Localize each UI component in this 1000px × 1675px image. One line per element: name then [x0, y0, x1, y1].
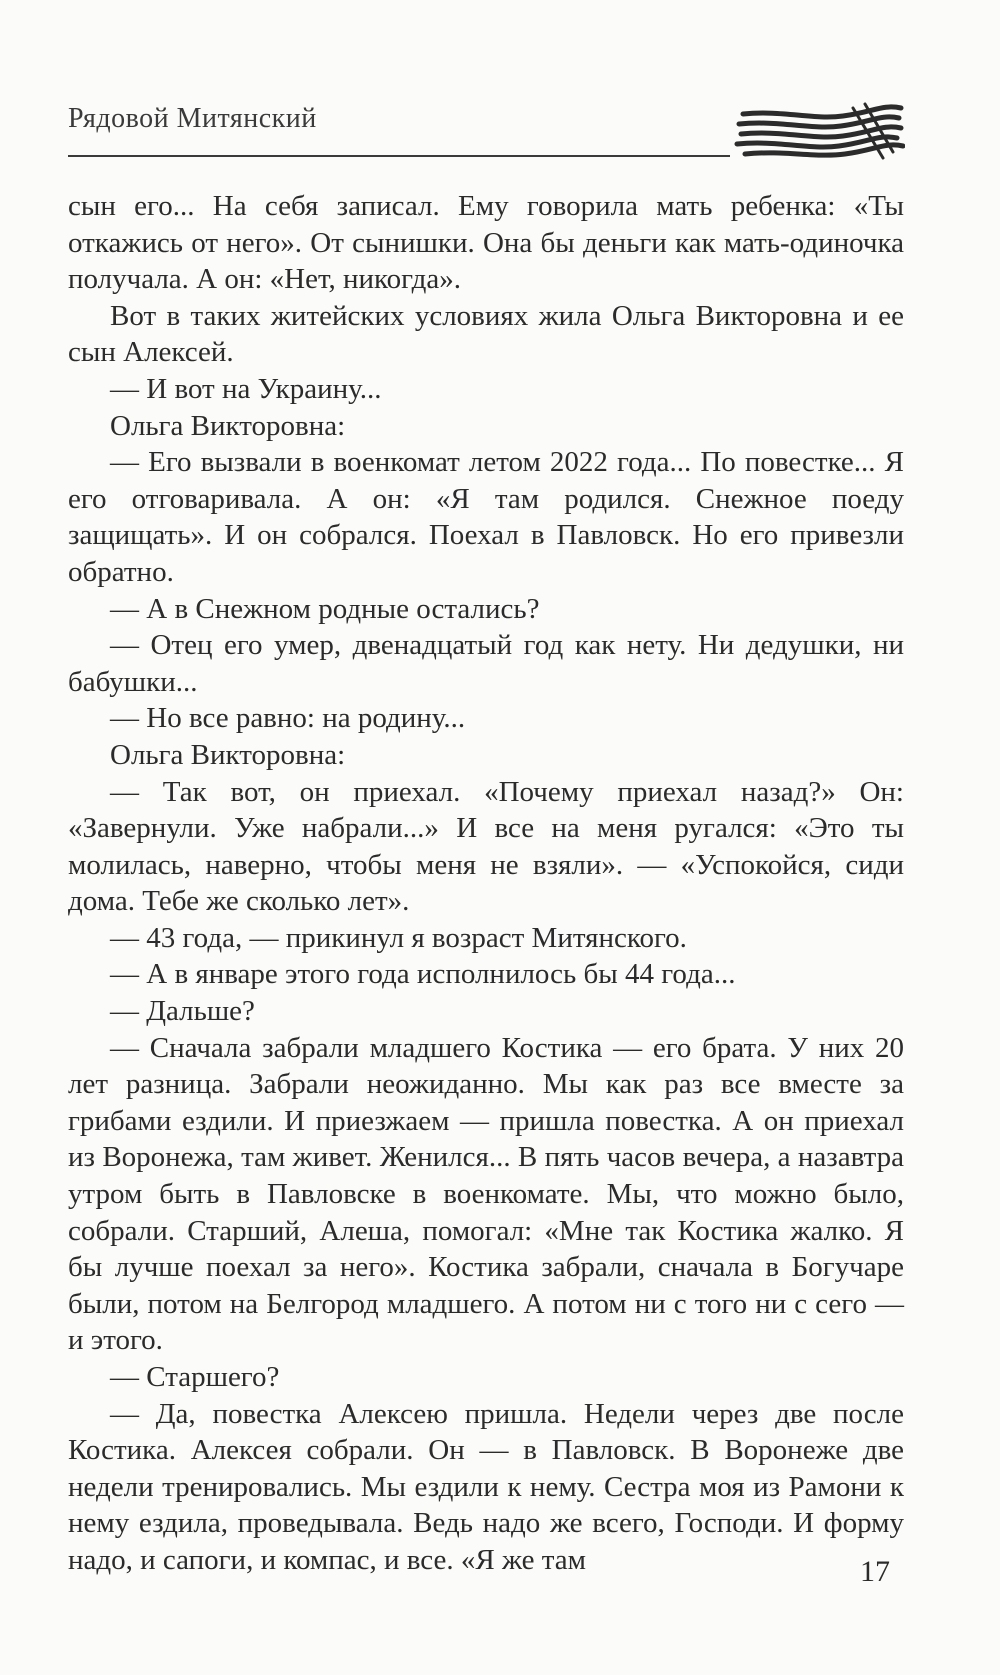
header-rule: [68, 155, 730, 157]
paragraph: — Отец его умер, двенадцатый год как нету. Ни дедушки, ни бабушки...: [68, 629, 904, 698]
paragraph: — И вот на Украину...: [110, 372, 382, 405]
paragraph: — Да, повестка Алексею пришла. Недели через две после Костика. Алексея собрали. Он — в Павловск. В Воронеже две недели тренировались. Мы ездили к нему. Сестра моя из Рамони к нему ездила, проведывала. Ведь надо же всего, Господи. И форму надо, и сапоги, и компас, и все. «Я же там: [68, 1397, 904, 1576]
running-header: [68, 100, 904, 170]
paragraph: — Его вызвали в военкомат летом 2022 года... По повестке... Я его отговаривала. А он: «Я там родился. Снежное поеду защищать». И он собрался. Поехал в Павловск. Но его привезли обратно.: [68, 446, 904, 588]
body-text: [68, 188, 904, 1579]
paragraph: — Но все равно: на родину...: [110, 702, 466, 735]
paragraph: — Дальше?: [110, 995, 255, 1028]
paragraph: — А в Снежном родные остались?: [110, 592, 540, 625]
paragraph: сын его... На себя записал. Ему говорила мать ребенка: «Ты откажись от него». От сынишки. Она бы деньги как мать-одиночка получала. А он: «Нет, никогда».: [68, 190, 904, 296]
paragraph: Ольга Викторовна:: [110, 738, 346, 771]
st-george-ribbon-icon: [733, 100, 905, 162]
running-title: Рядовой Митянский: [68, 103, 317, 134]
paragraph: — А в январе этого года исполнилось бы 44 года...: [110, 958, 736, 991]
page-number: 17: [860, 1555, 890, 1588]
paragraph: — Так вот, он приехал. «Почему приехал назад?» Он: «Завернули. Уже набрали...» И все на меня ругался: «Это ты молилась, наверно, чтобы меня не взяли». — «Успокойся, сиди дома. Тебе же сколько лет».: [68, 775, 904, 918]
paragraph: Ольга Викторовна:: [110, 409, 346, 442]
paragraph: — Сначала забрали младшего Костика — его брата. У них 20 лет разница. Забрали неожиданно. Мы как раз все вместе за грибами ездили. И приезжаем — пришла повестка. А он приехал из Воронежа, там живет. Женился... В пять часов вечера, а назавтра утром быть в Павловске в военкомате. Мы, что можно было, собрали. Старший, Алеша, помогал: «Мне так Костика жалко. Я бы лучше поехал за него». Костика забрали, сначала в Богучаре были, потом на Белгород младшего. А потом ни с того ни с сего — и этого.: [68, 1031, 904, 1357]
paragraph: — 43 года, — прикинул я возраст Митянского.: [110, 921, 687, 954]
paragraph: — Старшего?: [110, 1361, 280, 1393]
paragraph: Вот в таких житейских условиях жила Ольга Викторовна и ее сын Алексей.: [68, 299, 904, 369]
